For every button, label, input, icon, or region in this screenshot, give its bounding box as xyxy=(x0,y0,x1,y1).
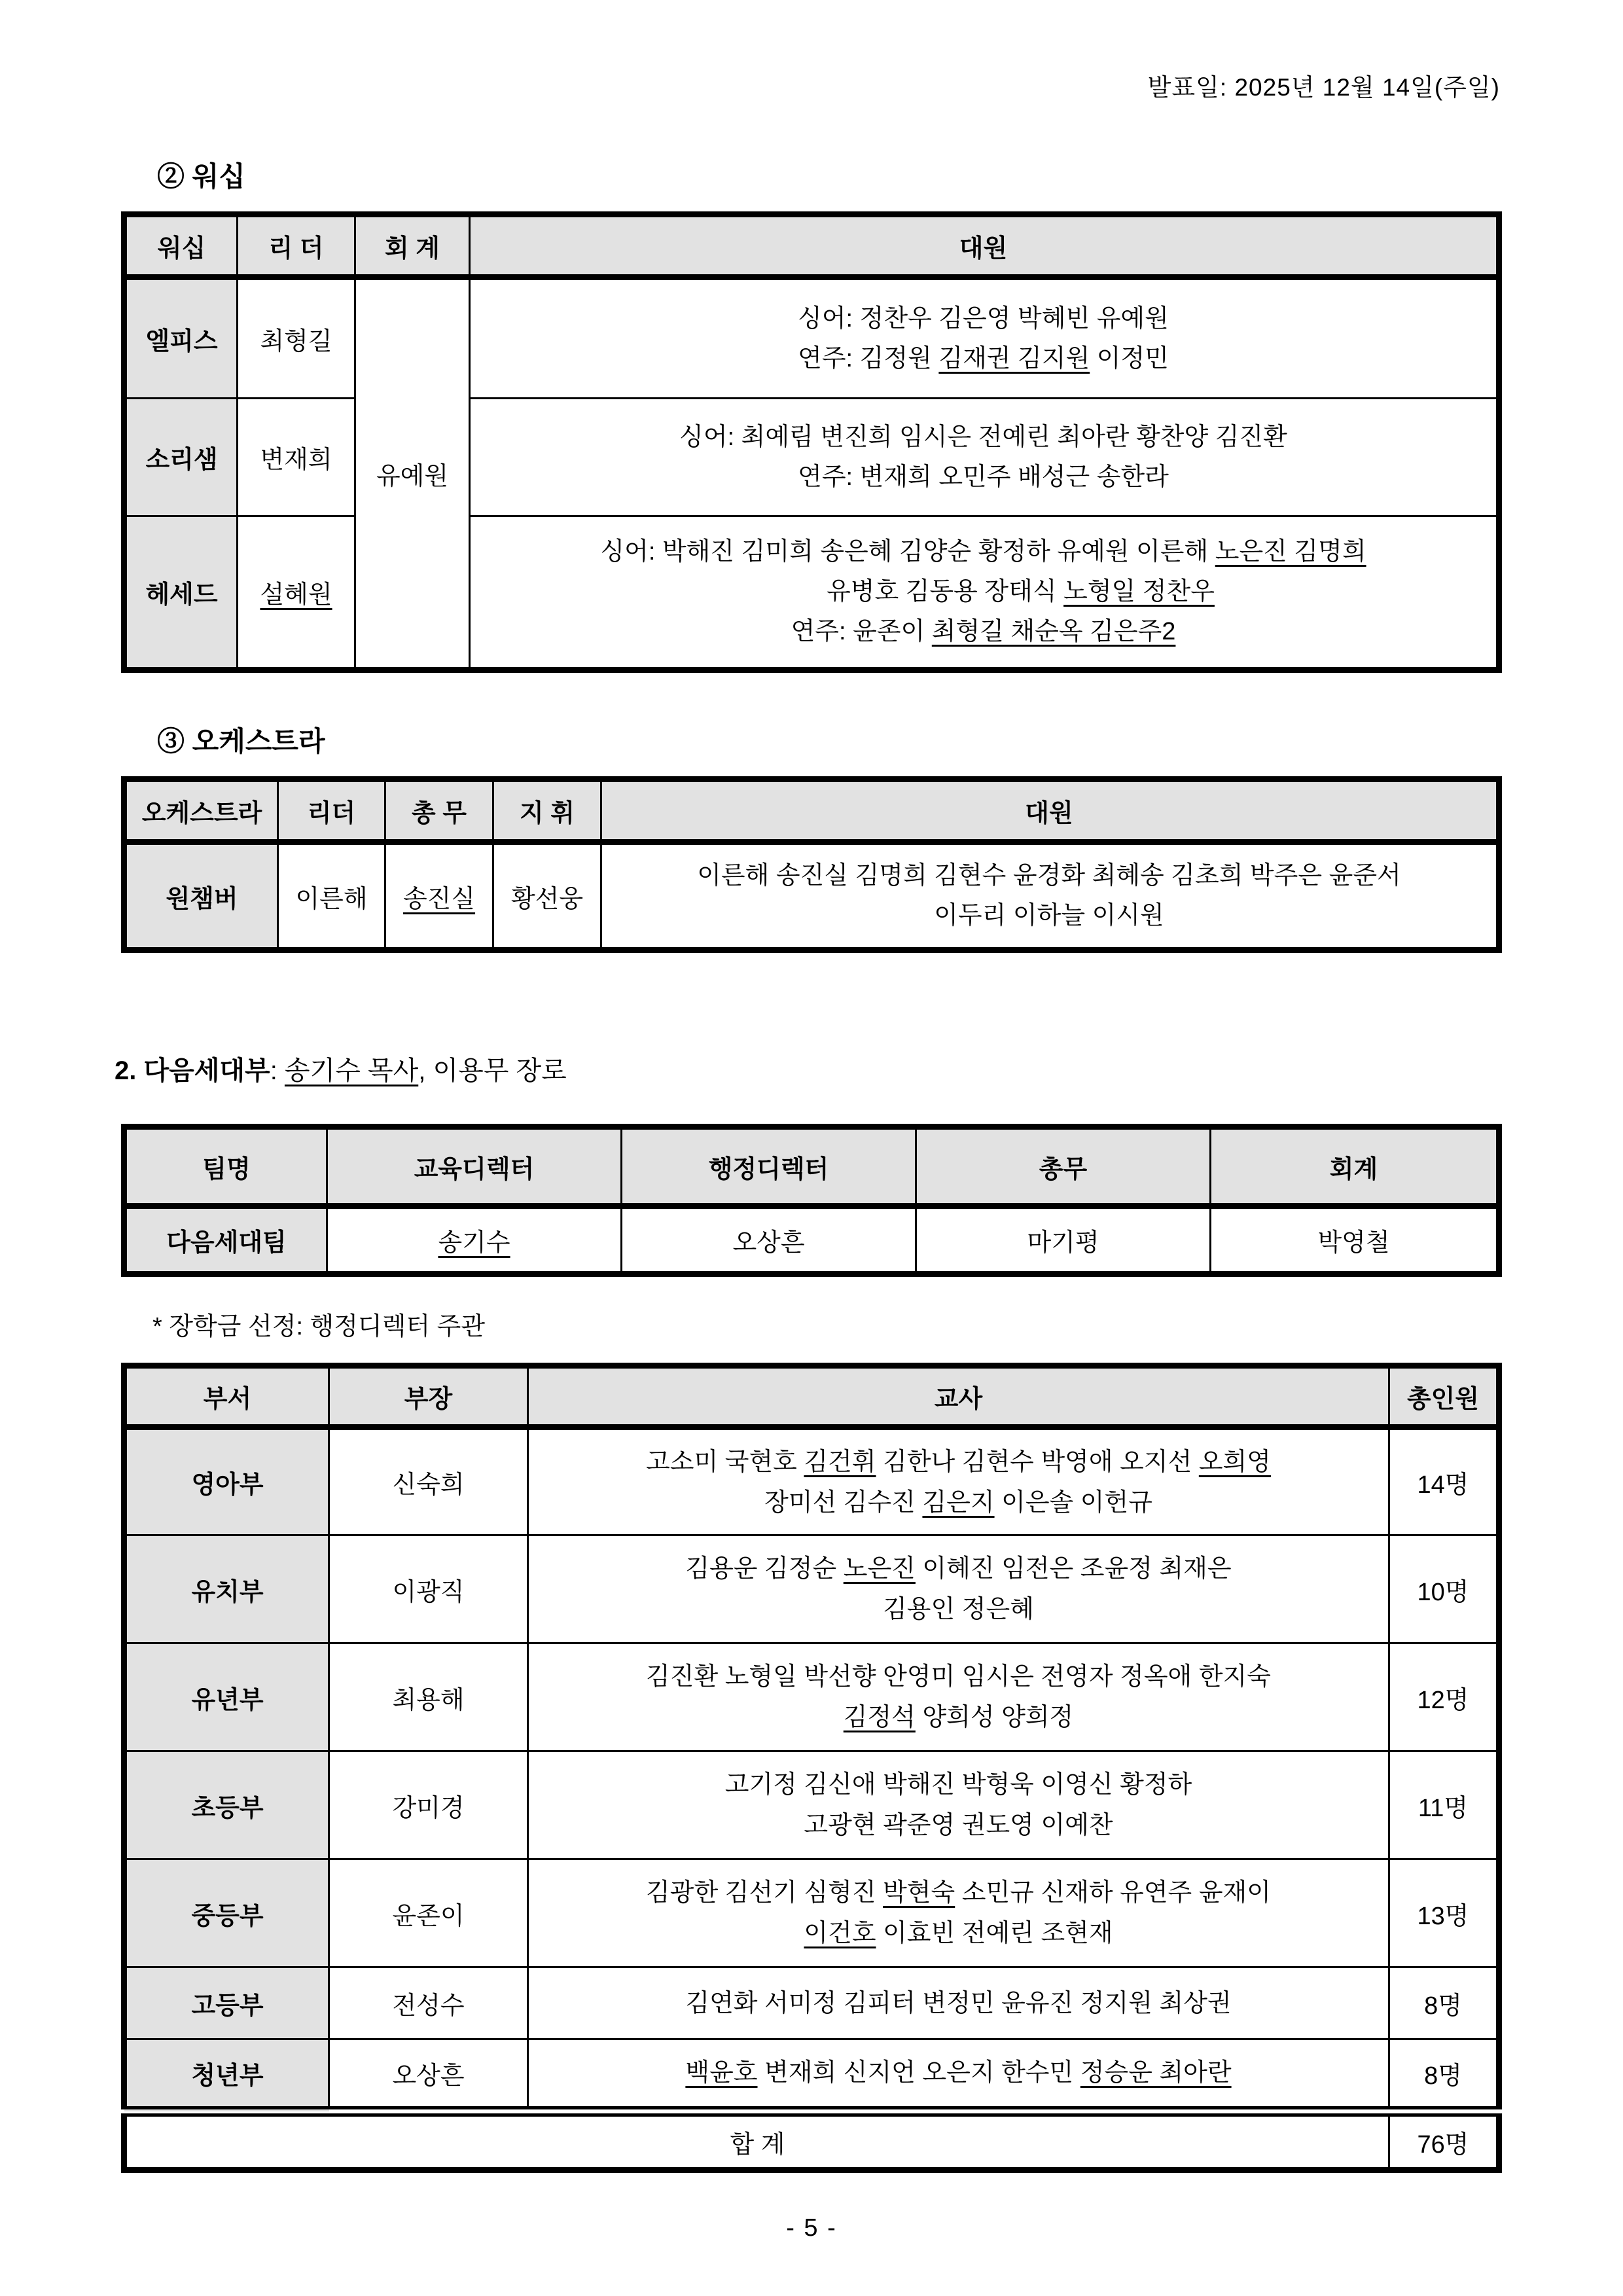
worship-team-name-cell: 엘피스 xyxy=(124,278,238,399)
dept-header-teachers: 교사 xyxy=(528,1366,1389,1427)
dept-row-elementary xyxy=(124,1751,1499,1859)
headcount-cell: 14명 xyxy=(1389,1427,1499,1535)
teacher-line: 장미선 김수진 김은지 이은솔 이헌규 xyxy=(764,1488,1152,1516)
dept-row-young-adults xyxy=(124,2039,1499,2111)
total-label-cell: 합 계 xyxy=(124,2111,1389,2170)
accountant-cell: 박영철 xyxy=(1211,1206,1499,1274)
leader-cell: 최형길 xyxy=(238,278,355,399)
teacher-line: 김용운 김정순 노은진 이혜진 임전은 조윤정 최재은 xyxy=(685,1555,1232,1583)
dept-name-cell: 초등부 xyxy=(124,1751,329,1859)
leader-cell: 이른해 xyxy=(278,842,385,950)
teacher-list-cell xyxy=(528,1643,1389,1751)
teacher-list-cell xyxy=(528,1427,1389,1535)
member-line: 이른해 송진실 김명희 김현수 윤경화 최혜송 김초희 박주은 윤준서 xyxy=(697,862,1401,889)
teacher-list-cell xyxy=(528,2039,1389,2111)
member-line: 연주: 김정원 김재권 김지원 이정민 xyxy=(798,344,1169,372)
dept-header-head: 부장 xyxy=(329,1366,528,1427)
dept-total-row xyxy=(124,2111,1499,2170)
orchestra-table xyxy=(121,776,1502,953)
member-line: 이두리 이하늘 이시원 xyxy=(934,902,1164,929)
worship-row-elpis xyxy=(124,278,1499,399)
dept-name-cell: 영아부 xyxy=(124,1427,329,1535)
dept-row-middle-school xyxy=(124,1859,1499,1967)
team-header-education-director: 교육디렉터 xyxy=(327,1127,622,1206)
orchestra-header-leader: 리더 xyxy=(278,780,385,842)
scholarship-note: * 장학금 선정: 행정디렉터 주관 xyxy=(152,1313,486,1340)
team-name-cell: 다음세대팀 xyxy=(124,1206,327,1274)
headcount-cell: 8명 xyxy=(1389,2039,1499,2111)
worship-header-leader: 리 더 xyxy=(238,215,355,278)
publish-date: 발표일: 2025년 12월 14일(주일) xyxy=(1147,74,1500,101)
total-count-cell: 76명 xyxy=(1389,2111,1499,2170)
teacher-line: 고광현 곽준영 권도영 이예찬 xyxy=(804,1812,1113,1839)
dept-row-children xyxy=(124,1643,1499,1751)
conductor-cell: 황선웅 xyxy=(493,842,601,950)
orchestra-header-members: 대원 xyxy=(601,780,1499,842)
teacher-list-cell xyxy=(528,1859,1389,1967)
teacher-line: 김진환 노형일 박선향 안영미 임시은 전영자 정옥애 한지숙 xyxy=(646,1663,1271,1691)
dept-head-cell: 강미경 xyxy=(329,1751,528,1859)
accountant-cell: 유예원 xyxy=(355,278,470,670)
dept-header-headcount: 총인원 xyxy=(1389,1366,1499,1427)
dept-name-cell: 고등부 xyxy=(124,1967,329,2039)
dept-row-high-school xyxy=(124,1967,1499,2039)
worship-header-members: 대원 xyxy=(470,215,1499,278)
teacher-line: 김정석 양희성 양희정 xyxy=(843,1704,1074,1731)
headcount-cell: 11명 xyxy=(1389,1751,1499,1859)
worship-team-name-cell: 소리샘 xyxy=(124,399,238,516)
leader-cell: 설혜원 xyxy=(238,516,355,670)
headcount-cell: 13명 xyxy=(1389,1859,1499,1967)
leader-cell: 변재희 xyxy=(238,399,355,516)
worship-header-accountant: 회 계 xyxy=(355,215,470,278)
dept-row-kindergarten xyxy=(124,1535,1499,1643)
dept-name-cell: 유치부 xyxy=(124,1535,329,1643)
teacher-line: 김용인 정은혜 xyxy=(883,1596,1034,1623)
orchestra-header-conductor: 지 휘 xyxy=(493,780,601,842)
dept-head-cell: 신숙희 xyxy=(329,1427,528,1535)
teacher-line: 고기정 김신애 박해진 박형욱 이영신 황정하 xyxy=(724,1771,1192,1799)
dept-name-cell: 중등부 xyxy=(124,1859,329,1967)
teacher-line: 이건호 이효빈 전예린 조현재 xyxy=(804,1920,1113,1947)
worship-row-hesed xyxy=(124,516,1499,670)
member-line: 연주: 변재희 오민주 배성근 송한라 xyxy=(798,463,1169,491)
members-cell xyxy=(470,516,1499,670)
orchestra-section-title: ③ 오케스트라 xyxy=(157,726,325,757)
dept-row-infants xyxy=(124,1427,1499,1535)
nextgen-section-title: 2. 다음세대부: 송기수 목사, 이용무 장로 xyxy=(115,1056,567,1085)
orchestra-row-onechamber xyxy=(124,842,1499,950)
headcount-cell: 12명 xyxy=(1389,1643,1499,1751)
orchestra-header-orchestra: 오케스트라 xyxy=(124,780,278,842)
department-table xyxy=(121,1363,1502,2173)
dept-name-cell: 청년부 xyxy=(124,2039,329,2111)
worship-team-name-cell: 헤세드 xyxy=(124,516,238,670)
worship-header-worship: 워십 xyxy=(124,215,238,278)
dept-head-cell: 윤존이 xyxy=(329,1859,528,1967)
teacher-line: 김광한 김선기 심형진 박현숙 소민규 신재하 유연주 윤재이 xyxy=(646,1879,1271,1907)
team-header-accountant: 회계 xyxy=(1211,1127,1499,1206)
headcount-cell: 8명 xyxy=(1389,1967,1499,2039)
worship-section-title: ② 워십 xyxy=(157,161,245,192)
admin-director-cell: 오상흔 xyxy=(622,1206,916,1274)
teacher-line: 고소미 국현호 김건휘 김한나 김현수 박영애 오지선 오희영 xyxy=(646,1448,1271,1476)
teacher-line: 백윤호 변재희 신지언 오은지 한수민 정승운 최아란 xyxy=(685,2059,1232,2087)
team-header-admin-director: 행정디렉터 xyxy=(622,1127,916,1206)
team-header-row xyxy=(124,1127,1499,1206)
nextgen-team-table xyxy=(121,1124,1502,1277)
member-line: 싱어: 정찬우 김은영 박혜빈 유예원 xyxy=(798,304,1169,332)
team-header-name: 팀명 xyxy=(124,1127,327,1206)
member-line: 싱어: 박해진 김미희 송은혜 김양순 황정하 유예원 이른해 노은진 김명희 xyxy=(600,538,1366,565)
member-line: 유병호 김동용 장태식 노형일 정찬우 xyxy=(827,578,1215,605)
worship-table xyxy=(121,211,1502,673)
teacher-list-cell xyxy=(528,1535,1389,1643)
dept-head-cell: 이광직 xyxy=(329,1535,528,1643)
teacher-line: 김연화 서미정 김피터 변정민 윤유진 정지원 최상권 xyxy=(685,1989,1232,2017)
orchestra-header-row xyxy=(124,780,1499,842)
secretary-cell: 송진실 xyxy=(385,842,493,950)
members-cell xyxy=(470,399,1499,516)
dept-header-department: 부서 xyxy=(124,1366,329,1427)
teacher-list-cell xyxy=(528,1967,1389,2039)
dept-name-cell: 유년부 xyxy=(124,1643,329,1751)
page-number: - 5 - xyxy=(786,2214,837,2242)
dept-head-cell: 오상흔 xyxy=(329,2039,528,2111)
education-director-cell: 송기수 xyxy=(327,1206,622,1274)
orchestra-header-secretary: 총 무 xyxy=(385,780,493,842)
member-line: 연주: 윤존이 최형길 채순옥 김은주2 xyxy=(791,618,1176,645)
orchestra-name-cell: 원챔버 xyxy=(124,842,278,950)
teacher-list-cell xyxy=(528,1751,1389,1859)
dept-header-row xyxy=(124,1366,1499,1427)
team-header-secretary: 총무 xyxy=(916,1127,1211,1206)
page-content xyxy=(115,0,1502,2173)
members-cell xyxy=(470,278,1499,399)
dept-head-cell: 최용해 xyxy=(329,1643,528,1751)
worship-header-row xyxy=(124,215,1499,278)
secretary-cell: 마기평 xyxy=(916,1206,1211,1274)
member-line: 싱어: 최예림 변진희 임시은 전예린 최아란 황찬양 김진환 xyxy=(679,423,1287,451)
team-row-nextgen xyxy=(124,1206,1499,1274)
members-cell xyxy=(601,842,1499,950)
worship-row-sorisaem xyxy=(124,399,1499,516)
dept-head-cell: 전성수 xyxy=(329,1967,528,2039)
headcount-cell: 10명 xyxy=(1389,1535,1499,1643)
